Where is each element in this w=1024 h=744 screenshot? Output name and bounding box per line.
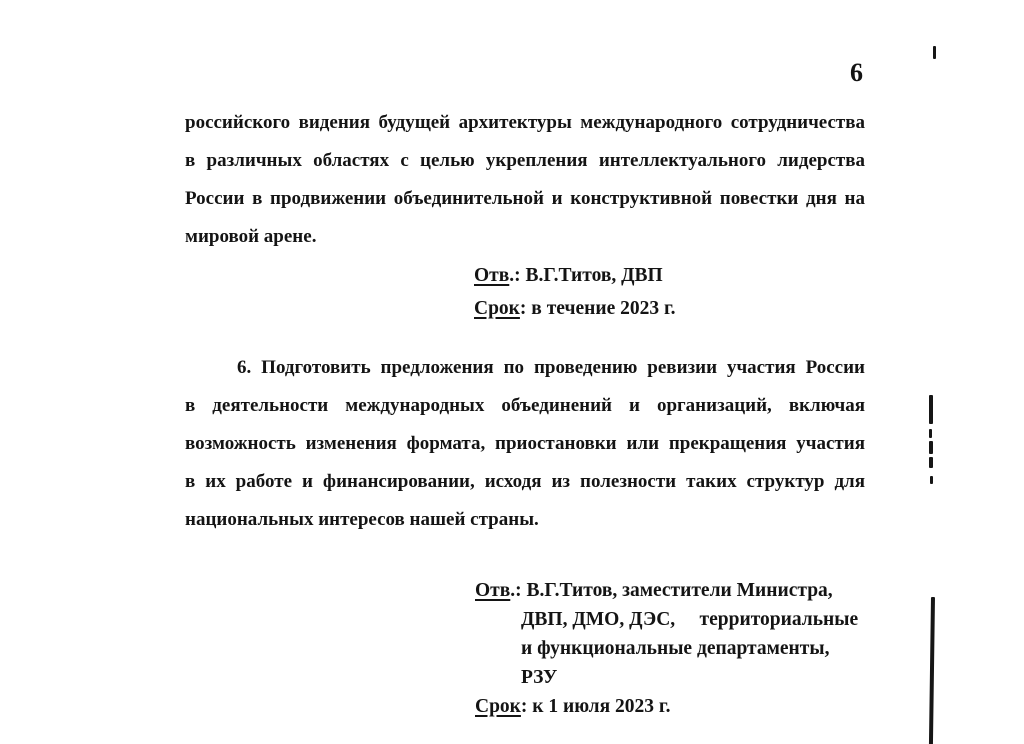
paragraph-line: России в продвижении объединительной и конструктивной повестки дня на — [185, 188, 865, 209]
scan-artifact-vertical-line — [929, 597, 935, 744]
paragraph-line: возможность изменения формата, приостановки или прекращения участия — [185, 433, 865, 454]
responsible-value: .: В.Г.Титов, заместители Министра, — [510, 580, 833, 601]
scan-artifact-tick-top — [933, 46, 936, 59]
responsible-continuation-line: и функциональные департаменты, — [521, 638, 830, 659]
scan-artifact-dash — [929, 441, 933, 454]
intro-paragraph — [185, 104, 865, 256]
paragraph-line: в деятельности международных объединений и организаций, включая — [185, 395, 865, 416]
paragraph-line: национальных интересов нашей страны. — [185, 509, 539, 530]
scan-artifact-dash — [929, 429, 932, 438]
page-number: 6 — [850, 58, 863, 87]
paragraph-line: в их работе и финансировании, исходя из полезности таких структур для — [185, 471, 865, 492]
item-6-paragraph — [185, 349, 865, 539]
responsible-block-2 — [475, 576, 875, 721]
paragraph-line: российского видения будущей архитектуры международного сотрудничества — [185, 112, 865, 133]
deadline-value: : в течение 2023 г. — [519, 298, 676, 319]
responsible-line — [474, 259, 676, 292]
deadline-value: : к 1 июля 2023 г. — [520, 696, 671, 717]
deadline-label: Срок — [474, 298, 520, 319]
scan-artifact-dash — [929, 395, 933, 424]
deadline-line — [474, 292, 676, 325]
responsible-continuation-line: РЗУ — [521, 667, 558, 688]
responsible-value: .: В.Г.Титов, ДВП — [509, 265, 663, 286]
responsible-label: Отв — [475, 580, 511, 601]
responsible-line — [475, 576, 875, 605]
scan-artifact-dash — [929, 457, 933, 468]
paragraph-line: мировой арене. — [185, 226, 317, 247]
scan-artifact-dash — [930, 476, 933, 484]
paragraph-line: в различных областях с целью укрепления интеллектуального лидерства — [185, 150, 865, 171]
responsible-continuation-line: ДВП, ДМО, ДЭС, территориальные — [521, 609, 859, 630]
responsible-label: Отв — [474, 265, 510, 286]
paragraph-line: 6. Подготовить предложения по проведению ревизии участия России — [237, 357, 865, 378]
deadline-line — [475, 692, 875, 721]
deadline-label: Срок — [475, 696, 521, 717]
responsible-block-1 — [474, 259, 676, 325]
